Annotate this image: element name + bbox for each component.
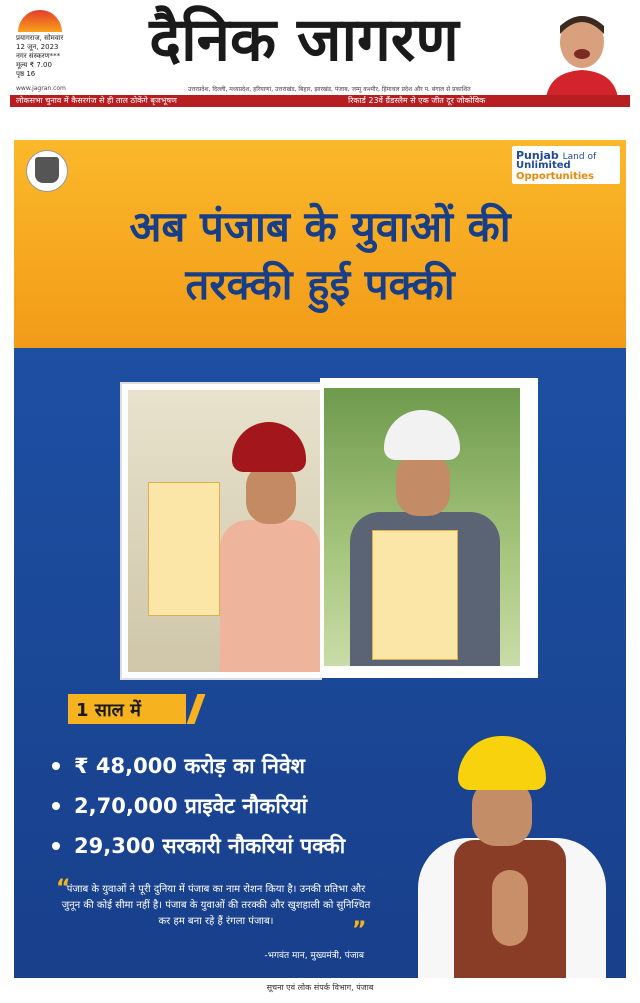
quote-close-icon: ” — [352, 918, 367, 943]
brand-line-1: Punjab — [516, 149, 559, 162]
headline-line-2: तरक्की हुई पक्की — [185, 260, 455, 309]
edition-line: नगर संस्करण*** — [16, 52, 61, 60]
year-label-tag — [68, 694, 186, 724]
sun-logo-icon — [18, 10, 62, 32]
brand-line-1b: Land of — [562, 152, 597, 162]
quote-open-icon: “ — [56, 876, 71, 901]
states-line: उत्तरप्रदेश, दिल्ली, मध्यप्रदेश, हरियाणा, उत्तराखंड, बिहार, झारखंड, पंजाब, जम्मू कश्मीर, हिमाचल प्रदेश और प. बंगाल से प्रकाशित — [188, 86, 471, 93]
government-advertisement — [14, 140, 626, 998]
edition-line: प्रयागराज, सोमवार — [16, 34, 64, 42]
website-link[interactable]: www.jagran.com — [16, 85, 66, 92]
brand-line-2: Unlimited — [516, 160, 571, 171]
youth-photo-left — [120, 382, 322, 680]
edition-line: मूल्य ₹ 7.00 — [16, 61, 52, 69]
states-strip — [10, 84, 630, 94]
ad-top-band — [14, 140, 626, 348]
headline-line-1: अब पंजाब के युवाओं की — [129, 202, 511, 251]
achievement-item: 2,70,000 प्राइवेट नौकरियां — [52, 786, 345, 826]
achievement-item: ₹ 48,000 करोड़ का निवेश — [52, 746, 345, 786]
edition-line: पृष्ठ 16 — [16, 70, 36, 78]
brand-logo — [512, 146, 620, 184]
brand-line-3: Opportunities — [516, 171, 595, 182]
booklet-image — [148, 482, 220, 616]
teaser-left[interactable]: लोकसभा चुनाव में कैसरगंज से ही ताल ठोकेंगे बृजभूषण — [16, 96, 177, 105]
chief-minister-photo — [396, 722, 626, 998]
punjab-emblem-icon — [26, 150, 68, 192]
teaser-strip — [10, 95, 630, 107]
ad-footer: सूचना एवं लोक संपर्क विभाग, पंजाब — [14, 978, 626, 998]
edition-line: 12 जून, 2023 — [16, 43, 59, 51]
teaser-right[interactable]: रिकार्ड 23वें ग्रैंडस्लैम से एक जीत दूर जोकोविक — [348, 96, 486, 105]
newspaper-title: दैनिक जागरण — [149, 5, 459, 75]
achievement-list — [52, 746, 345, 866]
booklet-image — [372, 530, 458, 660]
youth-photo-right — [320, 378, 538, 678]
quote-signature: -भगवंत मान, मुख्यमंत्री, पंजाब — [264, 951, 364, 961]
year-label: 1 साल में — [76, 700, 141, 721]
achievement-item: 29,300 सरकारी नौकरियां पक्की — [52, 826, 345, 866]
newspaper-masthead — [0, 0, 640, 108]
ad-headline — [14, 198, 626, 314]
cm-quote: पंजाब के युवाओं ने पूरी दुनिया में पंजाब का नाम रोशन किया है। उनकी प्रतिभा और जुनून की कोई सीमा नहीं है। पंजाब के युवाओं की तरक्की और खुशहाली को सुनिश्चित कर हम बना रहे हैं रंगला पंजाब। — [61, 884, 371, 927]
